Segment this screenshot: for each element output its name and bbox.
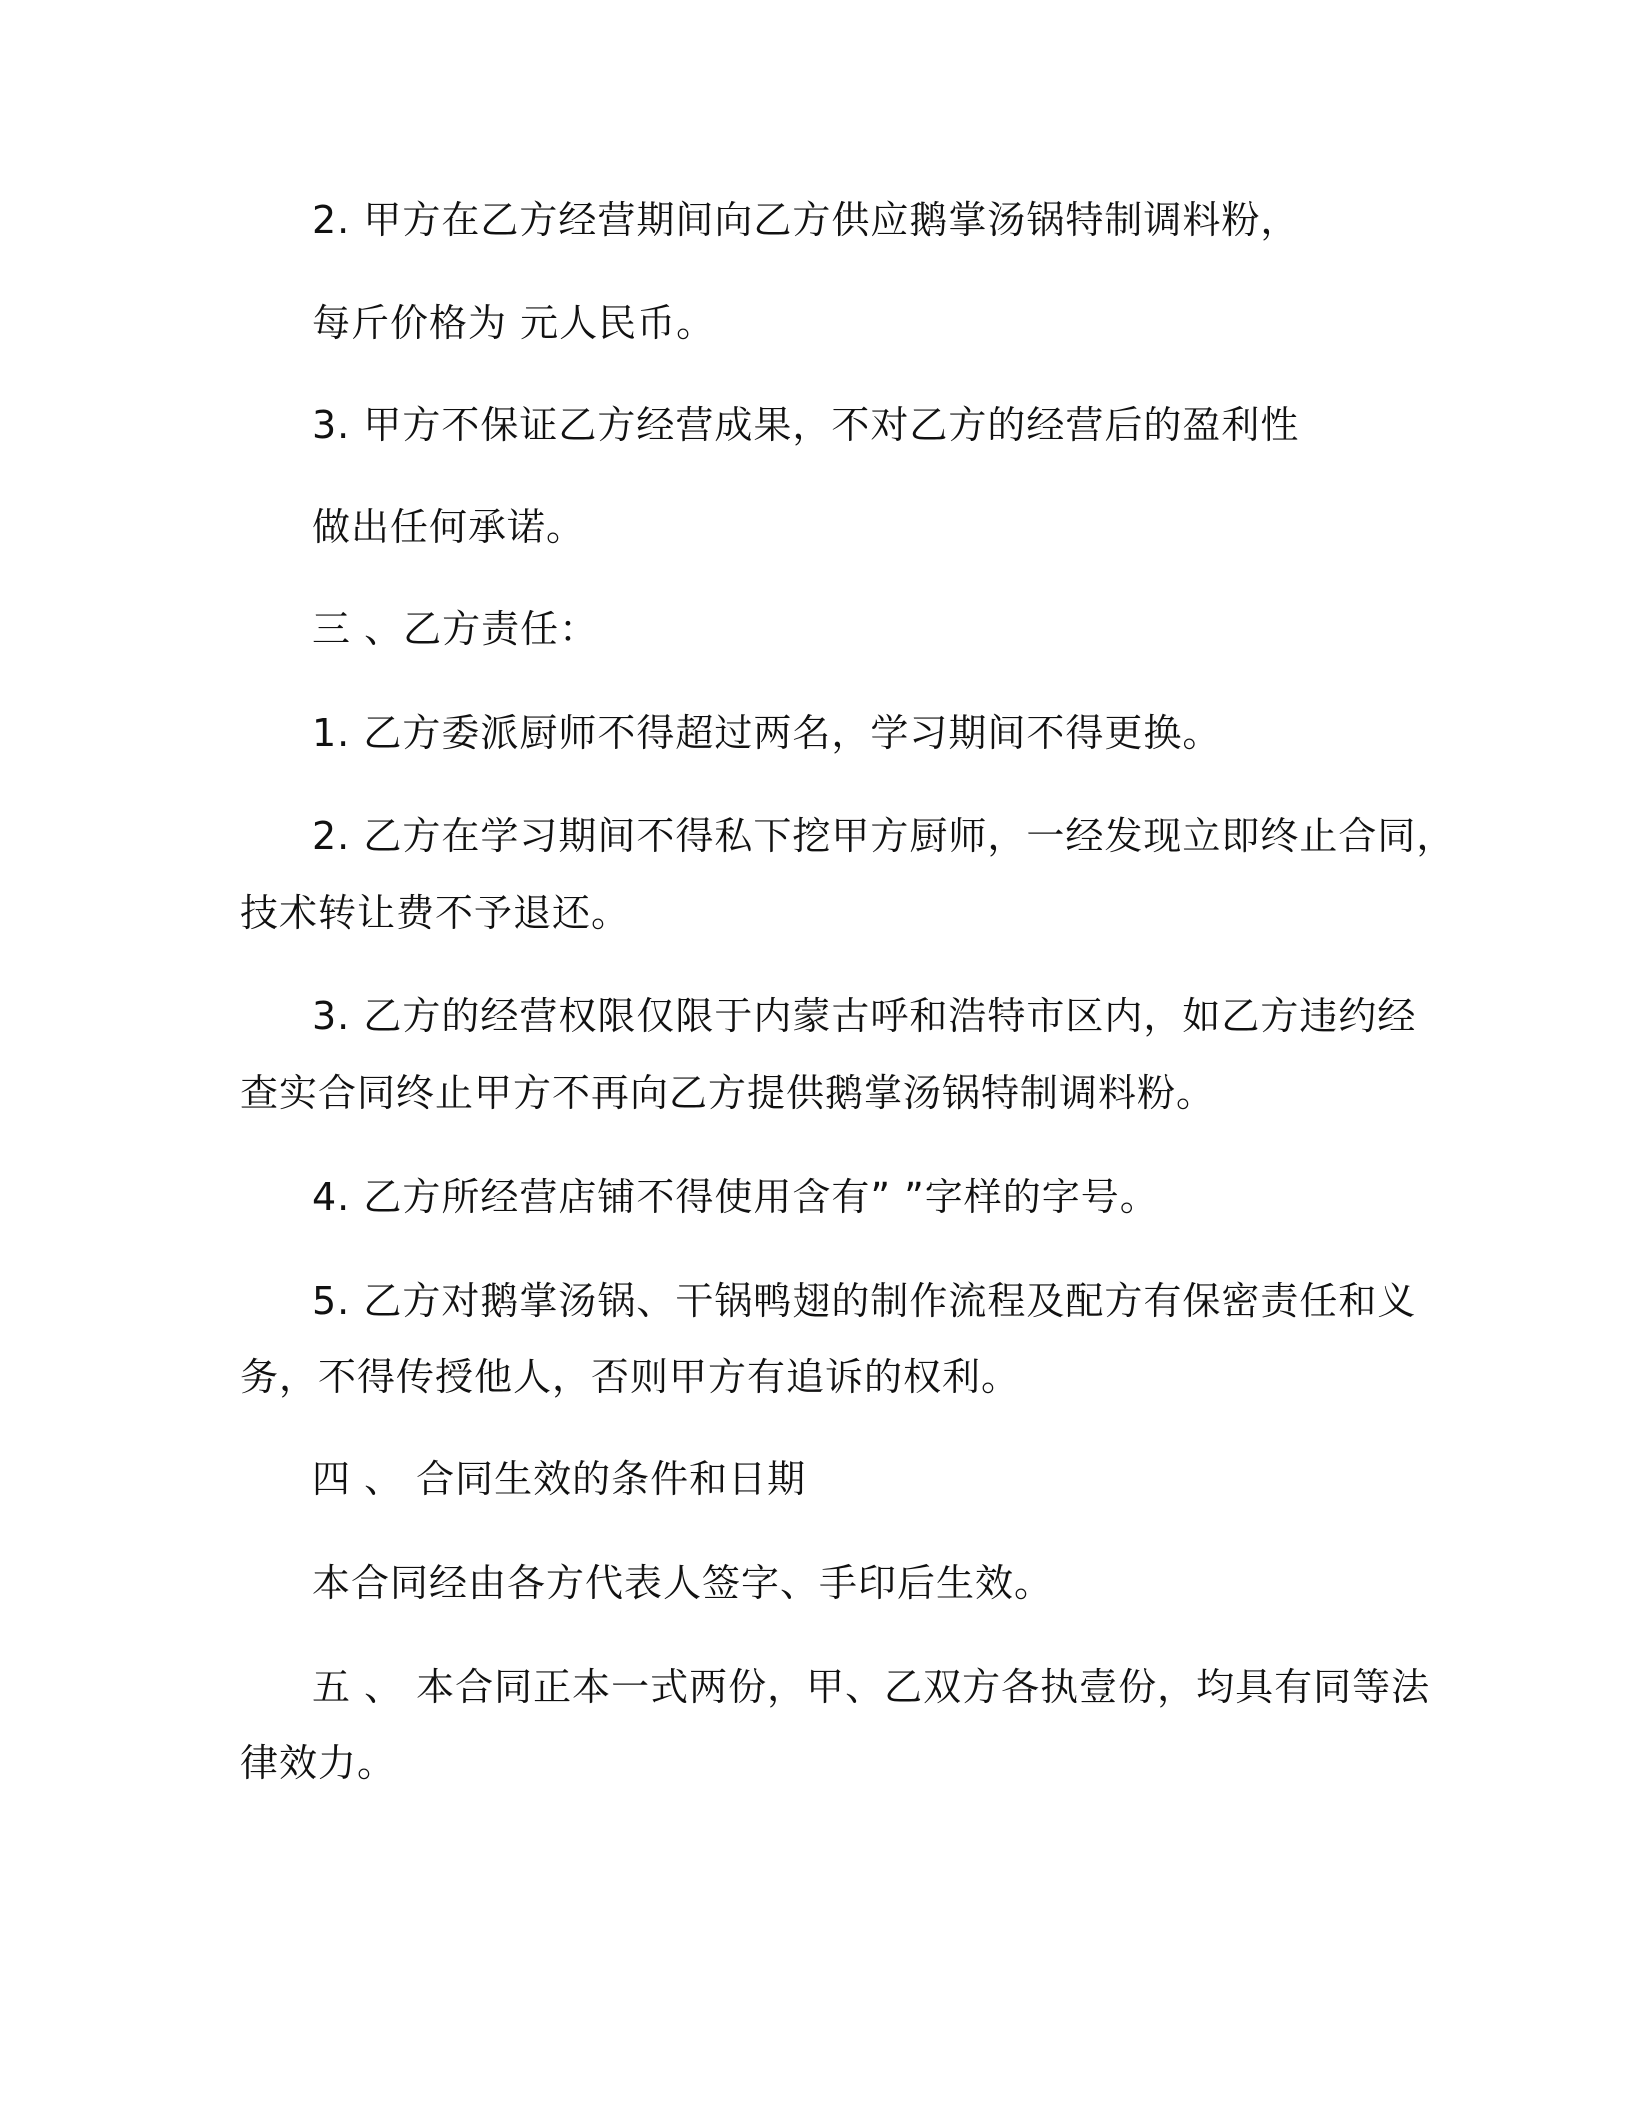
section-4-heading: 四 、 合同生效的条件和日期 <box>312 1457 807 1501</box>
clause-3-4-line-1: 4. 乙方所经营店铺不得使用含有” ”字样的字号。 <box>312 1175 1159 1219</box>
clause-3-3-line-1: 3. 乙方的经营权限仅限于内蒙古呼和浩特市区内，如乙方违约经 <box>312 994 1417 1038</box>
section-5-line-2: 律效力。 <box>240 1741 397 1785</box>
clause-3-5-line-2: 务，不得传授他人，否则甲方有追诉的权利。 <box>240 1355 1021 1399</box>
clause-2-3-line-2: 做出任何承诺。 <box>312 505 586 549</box>
section-5-line-1: 五 、 本合同正本一式两份，甲、乙双方各执壹份，均具有同等法 <box>312 1665 1431 1709</box>
clause-3-2-line-2: 技术转让费不予退还。 <box>240 891 631 935</box>
clause-2-2-line-2: 每斤价格为 元人民币。 <box>312 301 716 345</box>
clause-3-2-line-1: 2. 乙方在学习期间不得私下挖甲方厨师，一经发现立即终止合同， <box>312 814 1456 858</box>
clause-3-3-line-2: 查实合同终止甲方不再向乙方提供鹅掌汤锅特制调料粉。 <box>240 1071 1216 1115</box>
section-3-heading: 三 、乙方责任： <box>312 607 599 651</box>
clause-2-2-line-1: 2. 甲方在乙方经营期间向乙方供应鹅掌汤锅特制调料粉， <box>312 198 1300 242</box>
clause-3-1-line-1: 1. 乙方委派厨师不得超过两名，学习期间不得更换。 <box>312 711 1222 755</box>
clause-2-3-line-1: 3. 甲方不保证乙方经营成果，不对乙方的经营后的盈利性 <box>312 403 1300 447</box>
clause-4-body: 本合同经由各方代表人签字、手印后生效。 <box>312 1561 1054 1605</box>
clause-3-5-line-1: 5. 乙方对鹅掌汤锅、干锅鸭翅的制作流程及配方有保密责任和义 <box>312 1279 1417 1323</box>
